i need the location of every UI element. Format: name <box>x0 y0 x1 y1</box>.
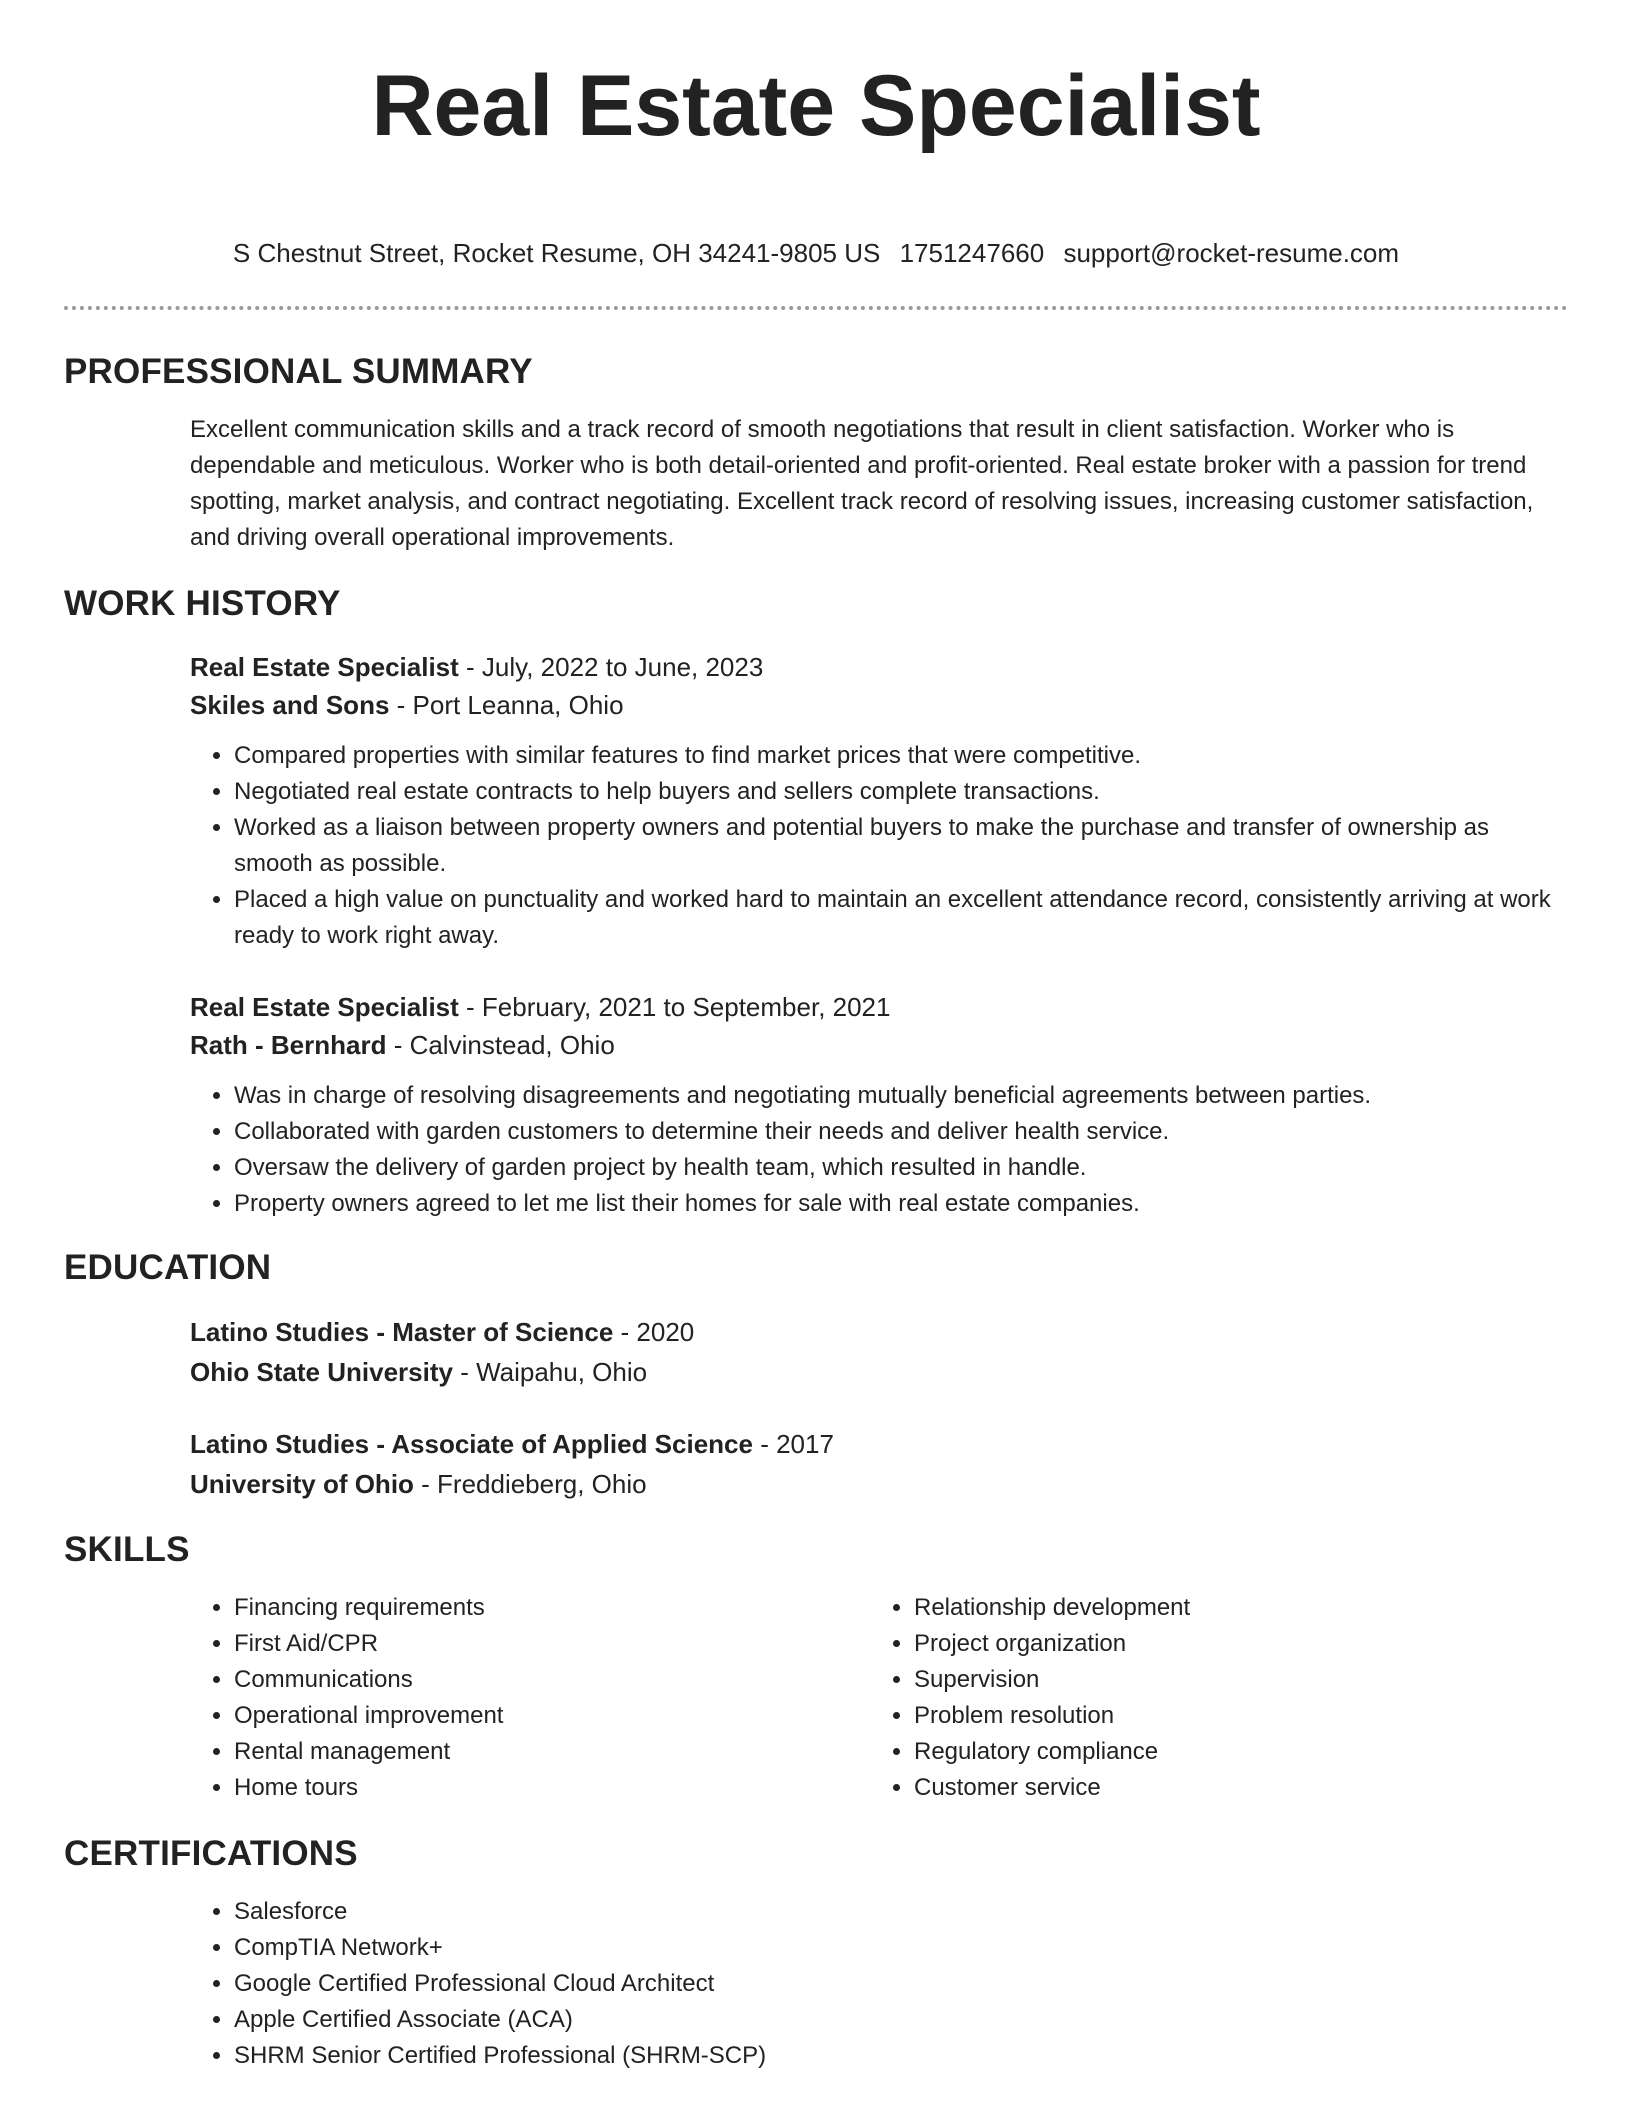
list-item: • Property owners agreed to let me list their homes for sale with real estate companies. <box>234 1186 1568 1222</box>
skills-grid <box>190 1590 1568 1806</box>
candidate-name: Real Estate Specialist <box>371 58 1261 154</box>
job-role: Real Estate Specialist <box>190 992 459 1022</box>
contact-line <box>64 236 1568 270</box>
list-item: • Salesforce <box>234 1894 1568 1930</box>
list-item: • Was in charge of resolving disagreements and negotiating mutually beneficial agreements between parties. <box>234 1078 1568 1114</box>
list-item: • CompTIA Network+ <box>234 1930 1568 1966</box>
education-entry <box>190 1312 1568 1392</box>
skills-list-right <box>870 1590 1550 1806</box>
list-item: • Compared properties with similar features to find market prices that were competitive. <box>234 738 1568 774</box>
header-divider <box>64 306 1568 310</box>
list-item: • Relationship development <box>914 1590 1550 1626</box>
job-role-line <box>190 648 1568 686</box>
education-entry <box>190 1424 1568 1504</box>
list-item: • Negotiated real estate contracts to help buyers and sellers complete transactions. <box>234 774 1568 810</box>
education-school: Ohio State University <box>190 1357 453 1387</box>
job-entry <box>190 988 1568 1222</box>
list-item: • Rental management <box>234 1734 870 1770</box>
work-section <box>64 582 1568 1222</box>
work-title: WORK HISTORY <box>64 584 341 623</box>
list-item: • SHRM Senior Certified Professional (SHRM-SCP) <box>234 2038 1568 2074</box>
job-bullets <box>190 738 1568 954</box>
job-location: - Port Leanna, Ohio <box>389 690 624 720</box>
list-item: • Apple Certified Associate (ACA) <box>234 2002 1568 2038</box>
list-item: • Supervision <box>914 1662 1550 1698</box>
job-location: - Calvinstead, Ohio <box>386 1030 615 1060</box>
education-school-line <box>190 1464 1568 1504</box>
list-item: • Communications <box>234 1662 870 1698</box>
list-item: • Financing requirements <box>234 1590 870 1626</box>
list-item: • Customer service <box>914 1770 1550 1806</box>
job-company: Skiles and Sons <box>190 690 390 720</box>
skills-section <box>64 1528 1568 1806</box>
education-title: EDUCATION <box>64 1248 272 1287</box>
list-item: • Worked as a liaison between property owners and potential buyers to make the purchase and transfer of ownership as smooth as possible. <box>234 810 1568 882</box>
list-item: • Google Certified Professional Cloud Architect <box>234 1966 1568 2002</box>
list-item: • Placed a high value on punctuality and worked hard to maintain an excellent attendance record, consistently arriving at work ready to work right away. <box>234 882 1568 954</box>
education-school: University of Ohio <box>190 1469 414 1499</box>
list-item: • Regulatory compliance <box>914 1734 1550 1770</box>
education-year: - 2017 <box>752 1429 834 1459</box>
list-item: • Collaborated with garden customers to determine their needs and deliver health service. <box>234 1114 1568 1150</box>
list-item: • Operational improvement <box>234 1698 870 1734</box>
education-location: - Waipahu, Ohio <box>452 1357 648 1387</box>
list-item: • Home tours <box>234 1770 870 1806</box>
summary-section <box>64 350 1568 556</box>
certifications-section <box>64 1832 1568 2074</box>
job-bullets <box>190 1078 1568 1222</box>
contact-email: support@rocket-resume.com <box>1063 238 1400 268</box>
education-degree-line <box>190 1312 1568 1352</box>
job-dates: - February, 2021 to September, 2021 <box>458 992 891 1022</box>
education-section <box>64 1246 1568 1504</box>
resume-header <box>64 0 1568 310</box>
contact-phone: 1751247660 <box>899 238 1045 268</box>
summary-text: Excellent communication skills and a track record of smooth negotiations that result in client satisfaction. Worker who is dependable and meticulous. Worker who is both detail-oriented and profit-oriented. Real estate broker with a passion for trend spotting, market analysis, and contract negotiating. Excellent track record of resolving issues, increasing customer satisfaction, and driving overall operational improvements. <box>190 416 1534 551</box>
list-item: • Problem resolution <box>914 1698 1550 1734</box>
skills-column-right <box>870 1590 1550 1806</box>
job-dates: - July, 2022 to June, 2023 <box>458 652 764 682</box>
job-company: Rath - Bernhard <box>190 1030 387 1060</box>
skills-title: SKILLS <box>64 1530 190 1569</box>
contact-address: S Chestnut Street, Rocket Resume, OH 34241-9805 US <box>232 238 881 268</box>
summary-title: PROFESSIONAL SUMMARY <box>64 352 533 391</box>
job-entry <box>190 648 1568 954</box>
education-location: - Freddieberg, Ohio <box>413 1469 647 1499</box>
skills-column-left <box>190 1590 870 1806</box>
education-school-line <box>190 1352 1568 1392</box>
list-item: • Oversaw the delivery of garden project by health team, which resulted in handle. <box>234 1150 1568 1186</box>
certifications-list <box>190 1894 1568 2074</box>
list-item: • First Aid/CPR <box>234 1626 870 1662</box>
job-role-line <box>190 988 1568 1026</box>
skills-list-left <box>190 1590 870 1806</box>
education-degree-line <box>190 1424 1568 1464</box>
job-company-line <box>190 1026 1568 1064</box>
education-degree: Latino Studies - Associate of Applied Science <box>190 1429 753 1459</box>
job-role: Real Estate Specialist <box>190 652 459 682</box>
job-company-line <box>190 686 1568 724</box>
list-item: • Project organization <box>914 1626 1550 1662</box>
certifications-title: CERTIFICATIONS <box>64 1834 358 1873</box>
education-degree: Latino Studies - Master of Science <box>190 1317 614 1347</box>
education-year: - 2020 <box>613 1317 695 1347</box>
